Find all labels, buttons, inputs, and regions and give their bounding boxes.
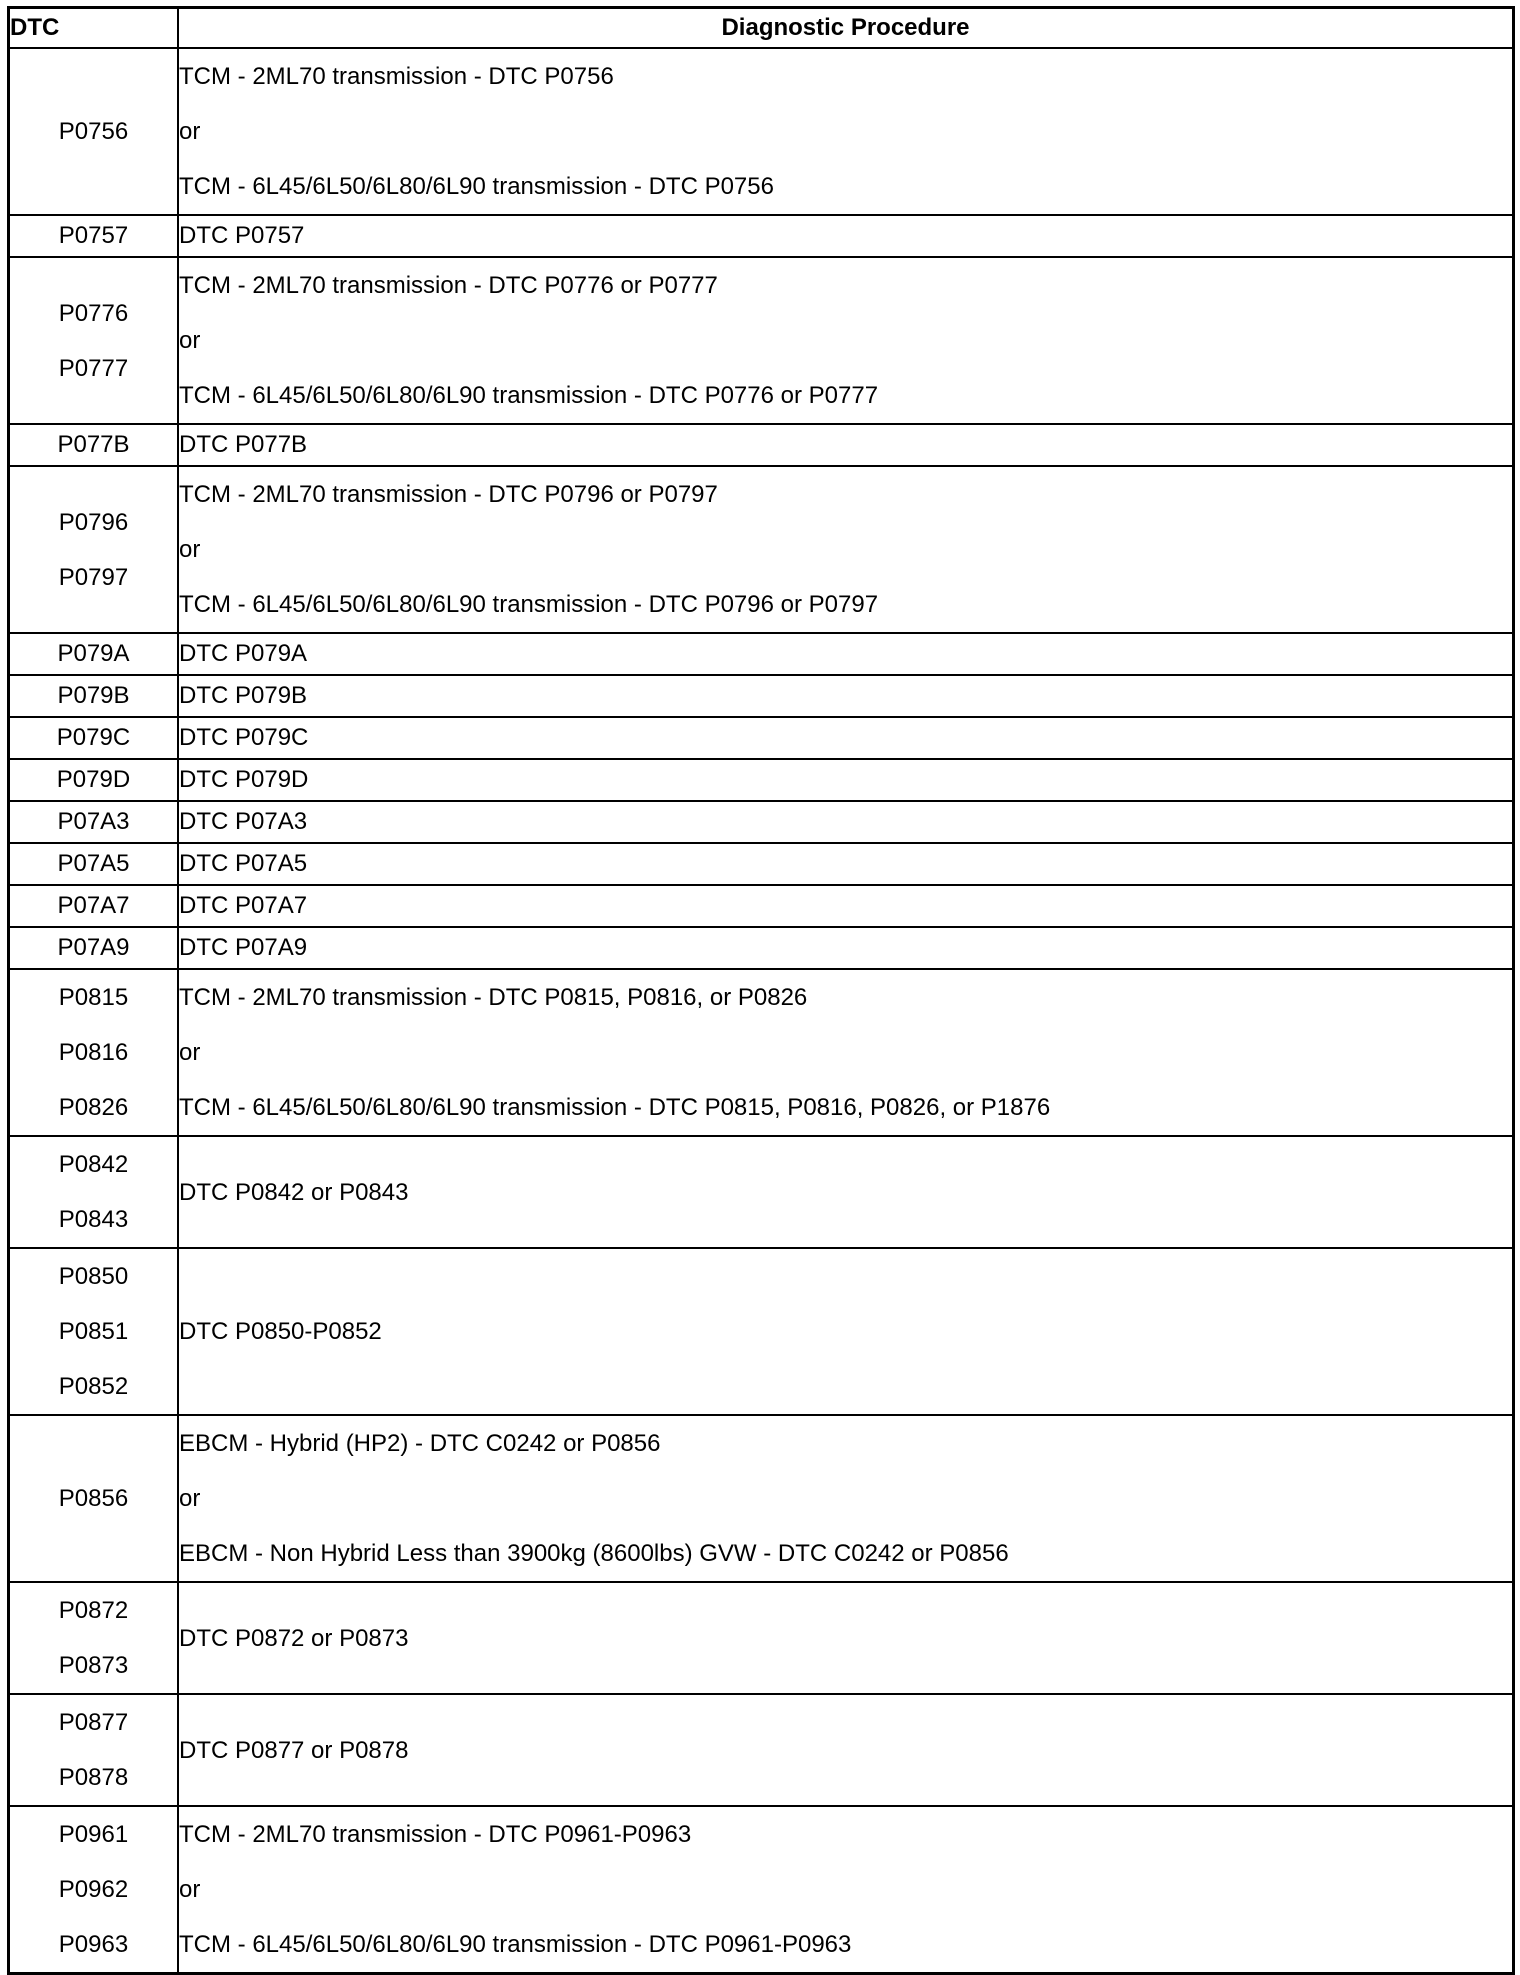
dtc-code: P0873 <box>58 1652 129 1679</box>
procedure-cell <box>178 48 1514 215</box>
procedure-cell <box>178 215 1514 257</box>
table-row <box>9 885 1514 927</box>
dtc-cell <box>9 1694 179 1806</box>
dtc-cell <box>9 215 179 257</box>
procedure-text: TCM - 2ML70 transmission - DTC P0796 or P0797 <box>179 481 718 508</box>
dtc-code: P0826 <box>58 1094 129 1121</box>
table-row <box>9 48 1514 215</box>
procedure-cell <box>178 424 1514 466</box>
procedure-cell <box>178 1248 1514 1415</box>
procedure-text: DTC P0877 or P0878 <box>179 1736 409 1764</box>
procedure-cell <box>178 717 1514 759</box>
procedure-cell <box>178 257 1514 424</box>
dtc-cell <box>9 801 179 843</box>
dtc-cell <box>9 1136 179 1248</box>
dtc-code: P077B <box>57 431 130 458</box>
dtc-cell <box>9 759 179 801</box>
procedure-cell <box>178 843 1514 885</box>
dtc-code: P0961 <box>58 1821 129 1848</box>
table-header-row <box>9 8 1514 49</box>
table-row <box>9 717 1514 759</box>
procedure-text: DTC P077B <box>179 431 308 458</box>
procedure-text: or <box>179 118 201 145</box>
table-body <box>9 48 1514 1974</box>
dtc-code: P0756 <box>58 118 129 145</box>
dtc-code: P07A5 <box>57 850 130 877</box>
dtc-code: P0796 <box>58 508 129 536</box>
table-row <box>9 675 1514 717</box>
procedure-text: DTC P079A <box>179 640 308 667</box>
procedure-text: DTC P0842 or P0843 <box>179 1178 409 1206</box>
dtc-code: P0962 <box>58 1876 129 1903</box>
procedure-text: TCM - 2ML70 transmission - DTC P0961-P0963 <box>179 1821 692 1848</box>
dtc-procedure-table <box>7 6 1515 1975</box>
dtc-cell <box>9 466 179 633</box>
dtc-cell <box>9 1415 179 1582</box>
dtc-cell <box>9 1582 179 1694</box>
dtc-cell <box>9 257 179 424</box>
table-row <box>9 801 1514 843</box>
table-row <box>9 424 1514 466</box>
procedure-text: DTC P079B <box>179 682 308 709</box>
procedure-text: DTC P07A5 <box>179 850 308 877</box>
dtc-code: P079C <box>56 724 131 751</box>
procedure-text: DTC P07A9 <box>179 934 308 961</box>
dtc-code: P07A3 <box>57 808 130 835</box>
procedure-text: TCM - 2ML70 transmission - DTC P0756 <box>179 63 614 90</box>
procedure-text: TCM - 6L45/6L50/6L80/6L90 transmission - DTC P0756 <box>179 173 774 200</box>
procedure-text: or <box>179 536 201 563</box>
dtc-code: P0872 <box>58 1597 129 1624</box>
procedure-text: DTC P079C <box>179 724 309 751</box>
dtc-code: P0815 <box>58 984 129 1011</box>
procedure-text: or <box>179 1039 201 1066</box>
dtc-cell <box>9 1806 179 1974</box>
table-row <box>9 633 1514 675</box>
procedure-text: EBCM - Hybrid (HP2) - DTC C0242 or P0856 <box>179 1430 661 1457</box>
dtc-code: P0850 <box>58 1263 129 1290</box>
procedure-cell <box>178 1136 1514 1248</box>
dtc-cell <box>9 633 179 675</box>
procedure-text: EBCM - Non Hybrid Less than 3900kg (8600lbs) GVW - DTC C0242 or P0856 <box>179 1540 1009 1567</box>
dtc-column-header: DTC <box>9 8 179 49</box>
dtc-cell <box>9 48 179 215</box>
dtc-code: P0757 <box>58 222 129 249</box>
dtc-cell <box>9 1248 179 1415</box>
dtc-cell <box>9 675 179 717</box>
procedure-cell <box>178 466 1514 633</box>
procedure-cell <box>178 969 1514 1136</box>
procedure-text: TCM - 2ML70 transmission - DTC P0776 or P0777 <box>179 272 718 299</box>
dtc-code: P0963 <box>58 1931 129 1958</box>
procedure-text: DTC P079D <box>179 766 309 793</box>
procedure-text: or <box>179 327 201 354</box>
procedure-cell <box>178 927 1514 969</box>
procedure-cell <box>178 801 1514 843</box>
dtc-code: P0856 <box>58 1485 129 1512</box>
dtc-code: P0851 <box>58 1318 129 1345</box>
procedure-text: DTC P07A7 <box>179 892 308 919</box>
procedure-text: TCM - 6L45/6L50/6L80/6L90 transmission - DTC P0796 or P0797 <box>179 591 879 618</box>
dtc-cell <box>9 969 179 1136</box>
table-row <box>9 215 1514 257</box>
dtc-code: P07A7 <box>57 892 130 919</box>
dtc-code: P0878 <box>58 1764 129 1791</box>
table-row <box>9 969 1514 1136</box>
procedure-text: DTC P07A3 <box>179 808 308 835</box>
dtc-code: P079A <box>57 640 130 667</box>
procedure-cell <box>178 1582 1514 1694</box>
table-row <box>9 1582 1514 1694</box>
dtc-code: P0776 <box>58 299 129 327</box>
table-row <box>9 1694 1514 1806</box>
dtc-cell <box>9 717 179 759</box>
dtc-cell <box>9 424 179 466</box>
table-row <box>9 466 1514 633</box>
procedure-cell <box>178 1415 1514 1582</box>
table-row <box>9 927 1514 969</box>
table-row <box>9 1415 1514 1582</box>
dtc-code: P0852 <box>58 1373 129 1400</box>
procedure-text: TCM - 2ML70 transmission - DTC P0815, P0816, or P0826 <box>179 984 808 1011</box>
dtc-code: P0843 <box>58 1206 129 1233</box>
dtc-code: P0877 <box>58 1709 129 1736</box>
procedure-column-header: Diagnostic Procedure <box>178 8 1514 49</box>
procedure-text: DTC P0757 <box>179 222 305 249</box>
procedure-text: DTC P0850-P0852 <box>179 1318 382 1345</box>
dtc-code: P0797 <box>58 563 129 591</box>
table-row <box>9 1806 1514 1974</box>
dtc-code: P07A9 <box>57 934 130 961</box>
dtc-cell <box>9 843 179 885</box>
table-row <box>9 1136 1514 1248</box>
dtc-code: P0816 <box>58 1039 129 1066</box>
dtc-code: P0842 <box>58 1151 129 1178</box>
procedure-cell <box>178 885 1514 927</box>
table-row <box>9 1248 1514 1415</box>
procedure-cell <box>178 1694 1514 1806</box>
table-row <box>9 843 1514 885</box>
procedure-text: TCM - 6L45/6L50/6L80/6L90 transmission - DTC P0961-P0963 <box>179 1931 852 1958</box>
procedure-text: or <box>179 1485 201 1512</box>
table-row <box>9 759 1514 801</box>
dtc-cell <box>9 927 179 969</box>
table-row <box>9 257 1514 424</box>
procedure-text: TCM - 6L45/6L50/6L80/6L90 transmission - DTC P0815, P0816, P0826, or P1876 <box>179 1094 1051 1121</box>
dtc-code: P079B <box>57 682 130 709</box>
procedure-cell <box>178 759 1514 801</box>
procedure-text: TCM - 6L45/6L50/6L80/6L90 transmission - DTC P0776 or P0777 <box>179 382 879 409</box>
procedure-cell <box>178 633 1514 675</box>
procedure-cell <box>178 675 1514 717</box>
dtc-cell <box>9 885 179 927</box>
procedure-text: DTC P0872 or P0873 <box>179 1624 409 1652</box>
dtc-code: P079D <box>56 766 131 793</box>
procedure-cell <box>178 1806 1514 1974</box>
dtc-code: P0777 <box>58 354 129 382</box>
procedure-text: or <box>179 1876 201 1903</box>
